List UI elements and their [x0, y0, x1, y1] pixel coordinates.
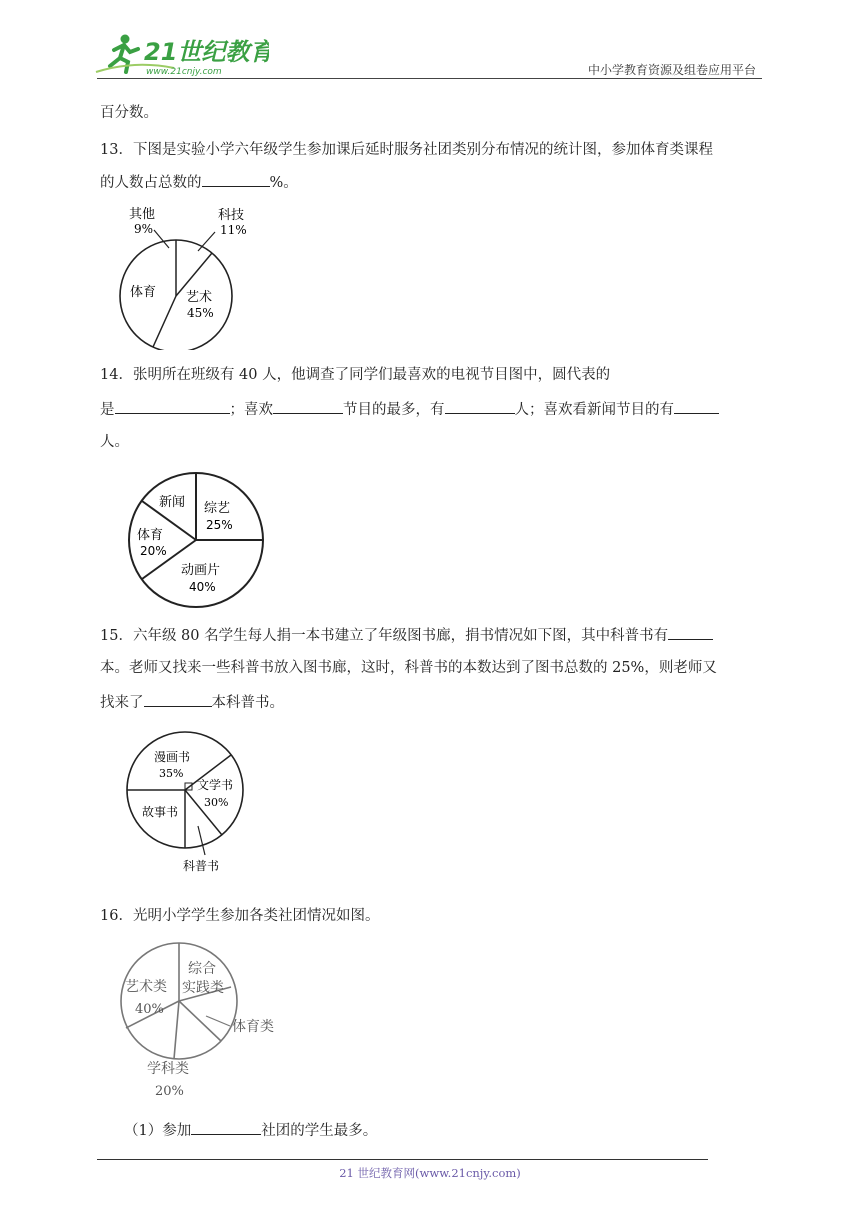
chart-label: 艺术 — [186, 290, 213, 305]
site-logo — [94, 30, 269, 80]
question-15-text: 15．六年级 80 名学生每人捐一本书建立了年级图书廊，捐书情况如下图，其中科普书有 — [100, 625, 713, 646]
header-platform-name: 中小学教育资源及组卷应用平台 — [587, 63, 756, 77]
answer-blank[interactable] — [191, 1120, 261, 1135]
question-14-text: 14．张明所在班级有 40 人，他调查了同学们最喜欢的电视节目图中，圆代表的 — [100, 367, 611, 383]
answer-blank[interactable] — [668, 625, 713, 640]
chart-label: 实践类 — [182, 980, 224, 996]
logo-url: www.21cnjy.com — [146, 67, 222, 77]
footer-divider — [97, 1159, 708, 1160]
chart-label: 新闻 — [159, 495, 186, 510]
chart-label: 40% — [135, 1002, 164, 1017]
chart-label: 动画片 — [181, 563, 221, 578]
pie-chart-15 — [125, 730, 255, 880]
answer-blank[interactable] — [144, 692, 212, 707]
text-line: 本。老师又找来一些科普书放入图书廊，这时，科普书的本数达到了图书总数的 25%，则老师又 — [100, 660, 717, 676]
answer-blank[interactable] — [115, 399, 230, 414]
answer-blank[interactable] — [202, 172, 270, 187]
answer-blank[interactable] — [674, 399, 719, 414]
pie-chart-14 — [125, 470, 270, 610]
chart-label: 故事书 — [142, 805, 179, 819]
answer-blank[interactable] — [273, 399, 343, 414]
chart-label: 体育类 — [232, 1019, 274, 1035]
question-15-blank-line: 找来了 本科普书。 — [100, 692, 284, 713]
chart-label: 20% — [155, 1084, 184, 1099]
question-16-part-1: （1）参加 社团的学生最多。 — [124, 1120, 377, 1141]
chart-label: 35% — [159, 767, 184, 780]
footer-text[interactable]: 21 世纪教育网(www.21cnjy.com) — [339, 1166, 521, 1180]
question-16-text: 16．光明小学学生参加各类社团情况如图。 — [100, 908, 380, 924]
chart-label: 45% — [187, 306, 214, 320]
chart-label: 综合 — [188, 961, 216, 977]
pie-chart-13 — [110, 200, 250, 350]
chart-label: 11% — [220, 223, 247, 237]
chart-label: 25% — [206, 518, 233, 532]
text-line: 百分数。 — [100, 105, 158, 121]
chart-label: 文学书 — [197, 778, 234, 792]
chart-label: 体育 — [130, 285, 157, 300]
text-line: 人。 — [100, 434, 129, 450]
chart-label: 科普书 — [183, 859, 220, 873]
chart-label: 体育 — [137, 528, 164, 543]
chart-label: 30% — [204, 796, 229, 809]
answer-blank[interactable] — [445, 399, 515, 414]
chart-label: 艺术类 — [125, 979, 167, 995]
chart-label: 9% — [134, 222, 154, 236]
header-divider — [97, 78, 762, 79]
logo-text: 21世纪教育 — [144, 38, 269, 66]
chart-label: 20% — [140, 544, 167, 558]
chart-label: 学科类 — [147, 1061, 189, 1077]
question-13-text: 13．下图是实验小学六年级学生参加课后延时服务社团类别分布情况的统计图，参加体育类课程 — [100, 142, 713, 158]
chart-label: 综艺 — [204, 501, 231, 516]
chart-label: 40% — [189, 580, 216, 594]
question-13-blank-line: 的人数占总数的 %。 — [100, 172, 298, 193]
chart-label: 漫画书 — [154, 750, 191, 764]
chart-label: 其他 — [129, 207, 156, 222]
pie-chart-16 — [118, 940, 288, 1105]
question-14-blank-line: 是 ；喜欢 节目的最多，有 人；喜欢看新闻节目的有 — [100, 399, 719, 420]
chart-label: 科技 — [218, 208, 245, 223]
